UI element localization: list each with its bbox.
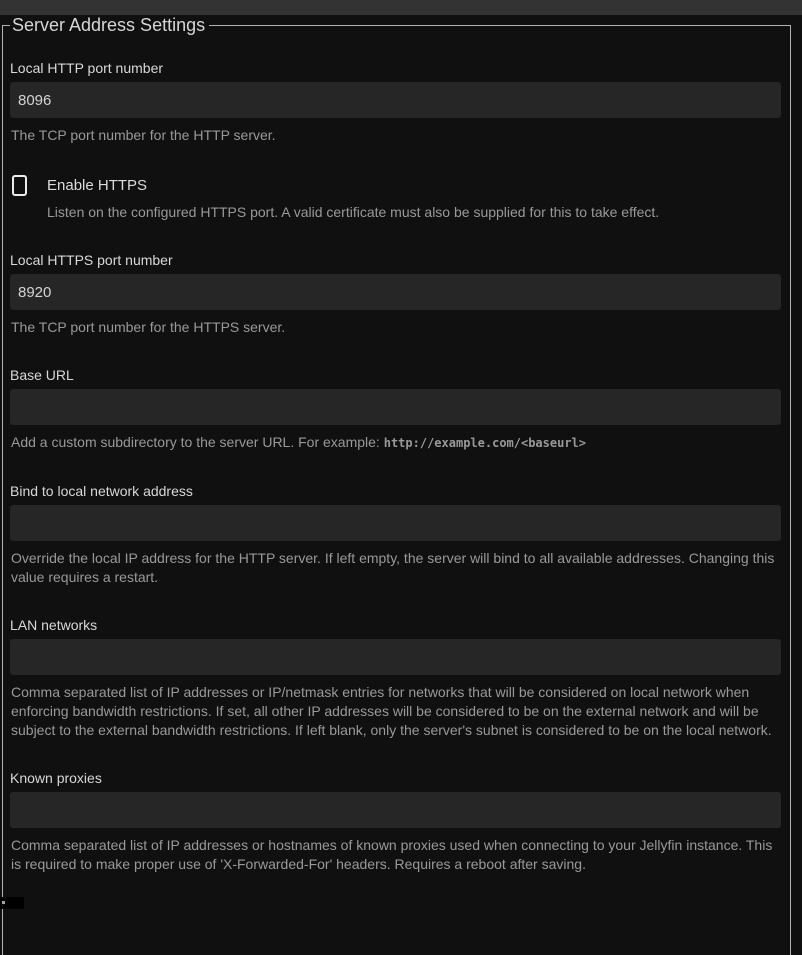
base-url-example-code: http://example.com/<baseurl> [383,436,587,450]
base-url-input[interactable] [10,389,781,425]
field-group-enable-https [10,175,781,222]
known-proxies-description: Comma separated list of IP addresses or hostnames of known proxies used when connecting to your Jellyfin instance. This is required to make proper use of 'X-Forwarded-For' headers. Requires a reboot after saving. [11,837,773,872]
bind-address-input[interactable] [10,505,781,541]
https-port-label: Local HTTPS port number [10,252,173,268]
lan-networks-input[interactable] [10,639,781,675]
field-group-known-proxies [10,770,781,874]
bind-address-description: Override the local IP address for the HTTP server. If left empty, the server will bind to all available addresses. Changing this value requires a restart. [11,550,775,585]
http-port-description: The TCP port number for the HTTP server. [11,127,276,143]
https-port-description: The TCP port number for the HTTPS server. [11,319,286,335]
corner-artifact [0,897,24,909]
field-group-http-port [10,60,781,145]
header-bar [0,0,802,15]
field-group-base-url [10,367,781,453]
base-url-label: Base URL [10,367,74,383]
enable-https-label: Enable HTTPS [47,177,148,194]
http-port-input[interactable] [10,82,781,118]
corner-artifact-dot [2,901,5,904]
lan-networks-description: Comma separated list of IP addresses or IP/netmask entries for networks that will be considered on local network when enforcing bandwidth restrictions. If set, all other IP addresses will be considered to be on the external network and will be subject to the external bandwidth restrictions. If left blank, only the server's subnet is considered to be on the local network. [11,684,772,738]
lan-networks-label: LAN networks [10,617,98,633]
field-group-bind-address [10,483,781,587]
https-port-input[interactable] [10,274,781,310]
bind-address-label: Bind to local network address [10,483,193,499]
known-proxies-label: Known proxies [10,770,102,786]
base-url-description-text: Add a custom subdirectory to the server URL. For example: [11,434,384,450]
enable-https-description: Listen on the configured HTTPS port. A valid certificate must also be supplied for this to take effect. [47,204,660,220]
server-address-fieldset [2,15,791,955]
known-proxies-input[interactable] [10,792,781,828]
base-url-description [10,433,781,453]
enable-https-checkbox-row[interactable] [12,175,781,196]
field-group-lan-networks [10,617,781,740]
field-group-https-port [10,252,781,337]
fieldset-legend: Server Address Settings [12,15,206,35]
enable-https-checkbox[interactable] [12,175,27,196]
http-port-label: Local HTTP port number [10,60,164,76]
